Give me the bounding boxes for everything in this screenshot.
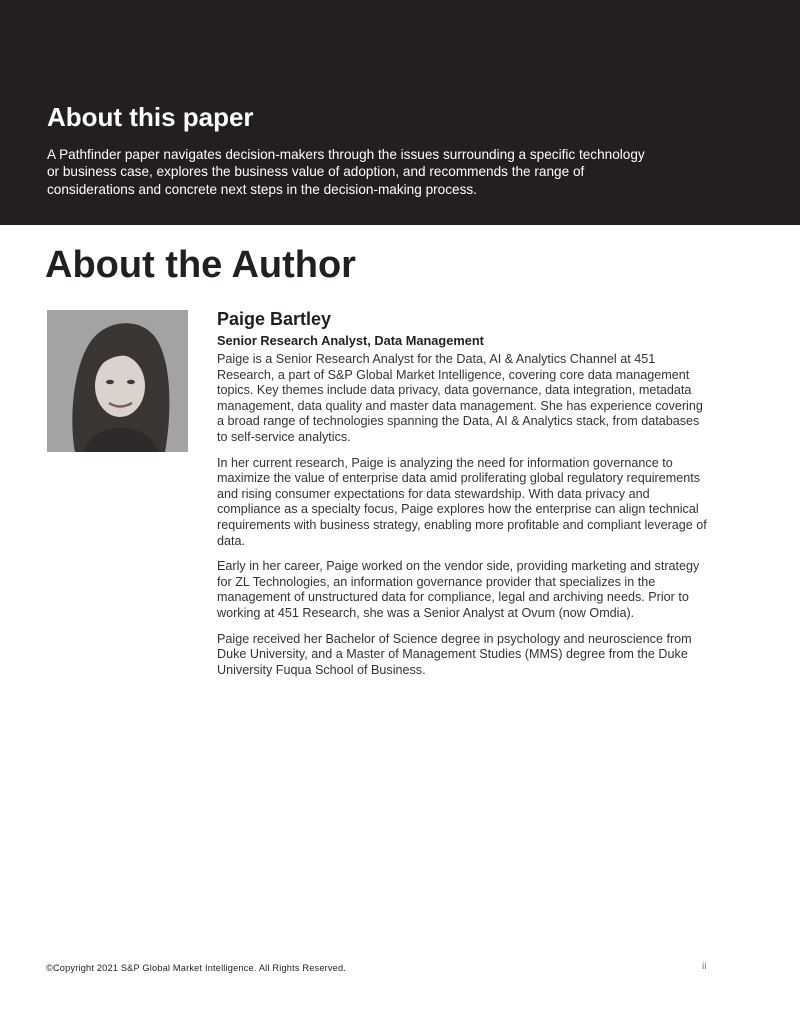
author-bio-paragraph: Early in her career, Paige worked on the vendor side, providing marketing and strategy for ZL Technologies, an information governance provider that specializes in the management of unstructured data for compliance, legal and archiving needs. Prior to working at 451 Research, she was a Senior Analyst at Ovum (now Omdia). xyxy=(217,559,700,620)
author-name: Paige Bartley xyxy=(217,309,332,329)
page-number: ii xyxy=(702,961,707,972)
section-title: About the Author xyxy=(45,244,356,286)
footer-copyright: ©Copyright 2021 S&P Global Market Intelligence. All Rights Reserved. xyxy=(46,963,347,973)
author-portrait-image xyxy=(47,310,188,452)
banner-title: About this paper xyxy=(47,102,254,132)
author-bio-paragraph: Paige is a Senior Research Analyst for the Data, AI & Analytics Channel at 451 Research, a part of S&P Global Market Intelligence, covering core data management topics. Key themes include data privacy, data governance, data integration, metadata management, data quality and master data management. She has experience covering a broad range of technologies spanning the Data, AI & Analytics stack, from databases to self-service analytics. xyxy=(217,352,703,444)
banner-description: A Pathfinder paper navigates decision-makers through the issues surrounding a specific technology or business case, explores the business value of adoption, and recommends the range of considerations and concrete next steps in the decision-making process. xyxy=(47,147,645,197)
author-block xyxy=(217,308,709,688)
about-paper-banner xyxy=(0,0,800,225)
author-role: Senior Research Analyst, Data Management xyxy=(217,333,484,348)
author-bio-paragraph: Paige received her Bachelor of Science degree in psychology and neuroscience from Duke University, and a Master of Management Studies (MMS) degree from the Duke University Fuqua School of Business. xyxy=(217,631,692,677)
author-bio-paragraph: In her current research, Paige is analyzing the need for information governance to maximize the value of enterprise data amid proliferating global regulatory requirements and rising consumer expectations for data stewardship. With data privacy and compliance as a specialty focus, Paige explores how the enterprise can align technical requirements with business strategy, enabling more profitable and compliant leverage of data. xyxy=(217,455,707,548)
author-photo xyxy=(47,310,188,452)
